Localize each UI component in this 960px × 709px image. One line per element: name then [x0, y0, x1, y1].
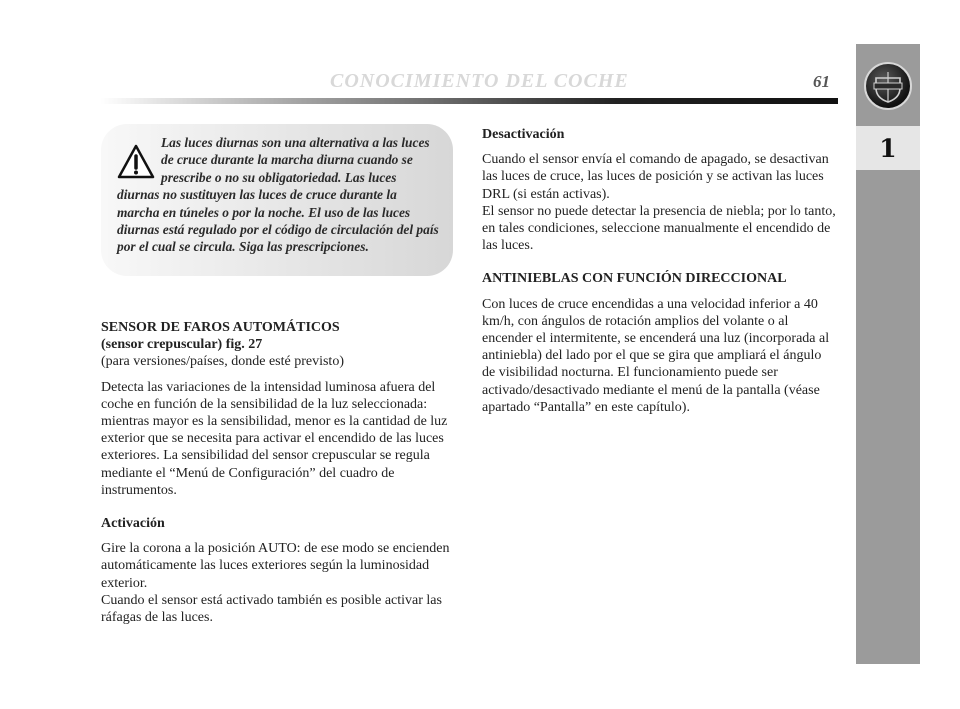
section-subtitle: (sensor crepuscular) fig. 27: [101, 337, 263, 353]
header-rule: [100, 98, 838, 104]
lancia-logo-graphic: [866, 64, 910, 108]
fog-light-body: Con luces de cruce encendidas a una velocidad inferior a 40 km/h, con ángulos de rotación amplios del volante o al encender el intermitente, se encenderá una luz (incorporada al antiniebla) del lado por el que se gira que ampliará el ángulo de visibilidad nocturna. El funcionamiento puede ser activado/desactivado mediante el menú de la pantalla (véase apartado “Pantalla” en este capítulo).: [482, 296, 830, 415]
running-title: CONOCIMIENTO DEL COCHE: [330, 70, 629, 92]
activation-title: Activación: [101, 516, 165, 532]
warning-text: Las luces diurnas son una alternativa a las luces de cruce durante la marcha diurna cuando se prescribe o no su obligatoriedad. Las luces diurnas no sustituyen las luces de cruce durante la marcha en túneles o por la noche. El uso de las luces diurnas está regulado por el código de circulación del país por el cual se circula. Siga las prescripciones.: [117, 135, 439, 255]
activation-body-2: Cuando el sensor está activado también es posible activar las ráfagas de las luces.: [101, 592, 442, 626]
section-note: (para versiones/países, donde esté previsto): [101, 354, 344, 370]
deactivation-body-2: El sensor no puede detectar la presencia de niebla; por lo tanto, en tales condiciones, seleccione manualmente el encendido de las luces.: [482, 203, 836, 254]
page-number: 61: [813, 72, 830, 91]
chapter-tab: [856, 126, 920, 170]
warning-triangle-icon: [117, 142, 155, 182]
deactivation-title: Desactivación: [482, 127, 565, 142]
chapter-number: 1: [879, 133, 897, 163]
lancia-logo-icon: [864, 62, 912, 110]
warning-box: [101, 124, 453, 276]
activation-body: Gire la corona a la posición AUTO: de ese modo se encienden automáticamente las luces exteriores según la luminosidad exterior.: [101, 541, 450, 591]
section-body: Detecta las variaciones de la intensidad luminosa afuera del coche en función de la sensibilidad de la luz seleccionada: mientras mayor es la sensibilidad, menor es la cantidad de luz exterior que se necesita para activar el encendido de las luces exteriores. La sensibilidad del sensor crepuscular se regula mediante el “Menú de Configuración” del cuadro de instrumentos.: [101, 379, 448, 498]
left-column: [101, 319, 455, 626]
section-title: SENSOR DE FAROS AUTOMÁTICOS: [101, 320, 340, 335]
deactivation-body: Cuando el sensor envía el comando de apagado, se desactivan las luces de cruce, las luces de posición y se activan las luces DRL (si están activas).: [482, 152, 829, 202]
right-column: [482, 126, 836, 416]
fog-light-title: ANTINIEBLAS CON FUNCIÓN DIRECCIONAL: [482, 271, 787, 287]
